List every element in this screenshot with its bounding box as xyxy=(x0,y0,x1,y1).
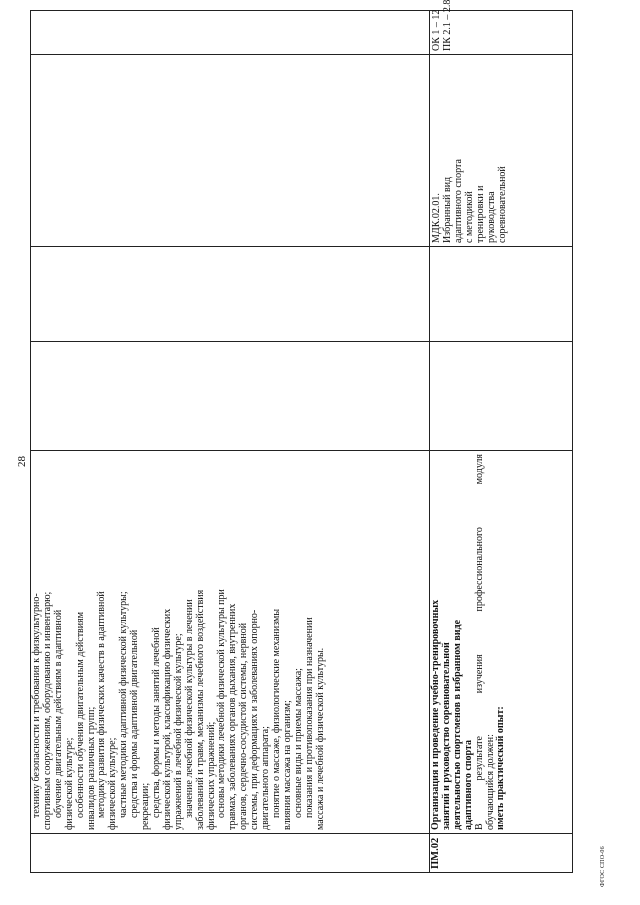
mdk-line: тренировки и xyxy=(475,185,486,243)
content-line: массажа и лечебной физической культуры. xyxy=(314,647,326,830)
table-row xyxy=(430,11,573,873)
module-title-line: адаптивного спорта xyxy=(462,740,474,830)
content-line: основы методики лечебной физической культуры при xyxy=(216,589,228,818)
content-line: значение лечебной физической культуры в лечении xyxy=(183,599,195,818)
content-line: двигательного аппарата; xyxy=(260,726,272,830)
intro-word: В xyxy=(473,823,485,830)
hours-cell-empty xyxy=(31,247,430,342)
content-line: особенности обучения двигательным действиям xyxy=(74,611,86,818)
content-line: обучение двигательным действиям в адаптивной xyxy=(52,609,64,818)
module-title-line: Организация и проведение учебно-тренировочных xyxy=(430,599,441,830)
experience-label: иметь практический опыт: xyxy=(495,706,507,830)
content-line: системы, при деформациях и заболеваниях опорно- xyxy=(249,609,261,830)
knowledge-lines xyxy=(32,454,326,830)
module-description-cell xyxy=(430,451,573,834)
page-number: 28 xyxy=(16,456,28,467)
module-title-line: деятельностью спортсменов в избранном виде xyxy=(451,619,463,830)
professional-competencies: ПК 2.1 – 2.8 xyxy=(442,0,453,51)
knowledge-content-cell xyxy=(31,451,430,834)
hours-cell-empty xyxy=(430,247,573,342)
intro-word: профессионального xyxy=(473,527,485,612)
mdk-line: соревновательной xyxy=(497,166,508,243)
content-line: средства и формы адаптивной двигательной xyxy=(129,629,141,818)
mdk-line: с методикой xyxy=(464,191,475,243)
module-title-line: занятий и руководство соревновательной xyxy=(440,642,452,830)
hours-cell-empty xyxy=(430,342,573,451)
module-code: ПМ.02 xyxy=(430,837,441,869)
mdk-title xyxy=(431,58,508,243)
code-cell-empty xyxy=(31,834,430,873)
content-line: упражнений в лечебной физической культуре; xyxy=(172,633,184,830)
content-line: травмах, заболеваниях органов дыхания, внутренних xyxy=(227,603,239,830)
module-title xyxy=(431,454,475,830)
document-footer: ФГОС СПО-06 xyxy=(600,846,606,887)
intro-word: изучения xyxy=(473,654,485,694)
content-line: физической культурой, классификацию физических xyxy=(161,608,173,830)
mdk-cell xyxy=(430,55,573,247)
mdk-cell-empty xyxy=(31,55,430,247)
content-line: спортивным сооружениям, оборудованию и инвентарю; xyxy=(41,591,53,830)
competency-cell xyxy=(430,0,573,55)
content-line: физической культуре; xyxy=(63,737,75,830)
content-line: основные виды и приемы массажа; xyxy=(292,668,304,818)
content-line: инвалидов различных групп; xyxy=(85,706,97,830)
intro-word: результате xyxy=(473,736,485,781)
content-line: методику развития физических качеств в адаптивной xyxy=(96,591,108,818)
mdk-line: МДК.02.01. xyxy=(431,193,442,243)
content-line: органов, сердечно-сосудистой системы, нервной xyxy=(238,622,250,830)
content-line: физической культуре; xyxy=(107,737,119,830)
content-line: средства, формы и методы занятий лечебной xyxy=(150,627,162,818)
content-line: частные методики адаптивной физической культуры; xyxy=(118,591,130,818)
content-line: технику безопасности и требования к физкультурно- xyxy=(31,593,42,818)
module-intro-line xyxy=(475,454,486,830)
content-line: рекреации; xyxy=(140,782,152,830)
module-intro-end: обучающийся должен: xyxy=(484,734,496,830)
module-code-cell xyxy=(430,834,573,873)
hours-cell-empty xyxy=(31,342,430,451)
content-line: заболеваний и травм, механизмы лечебного воздействия xyxy=(194,589,206,830)
content-line: влияния массажа на организм; xyxy=(281,700,293,830)
curriculum-table xyxy=(30,0,573,873)
content-line: показания и противопоказания при назначении xyxy=(303,617,315,818)
table-row xyxy=(31,11,430,873)
mdk-line: руководства xyxy=(486,191,497,243)
intro-word: модуля xyxy=(473,454,485,485)
general-competencies: ОК 1 – 12 xyxy=(431,9,442,51)
competency-cell-empty xyxy=(31,11,430,55)
content-line: понятие о массаже, физиологические механизмы xyxy=(270,608,282,818)
mdk-line: адаптивного спорта xyxy=(453,159,464,243)
mdk-line: Избранный вид xyxy=(442,176,453,243)
content-line: физических упражнений; xyxy=(205,721,217,830)
